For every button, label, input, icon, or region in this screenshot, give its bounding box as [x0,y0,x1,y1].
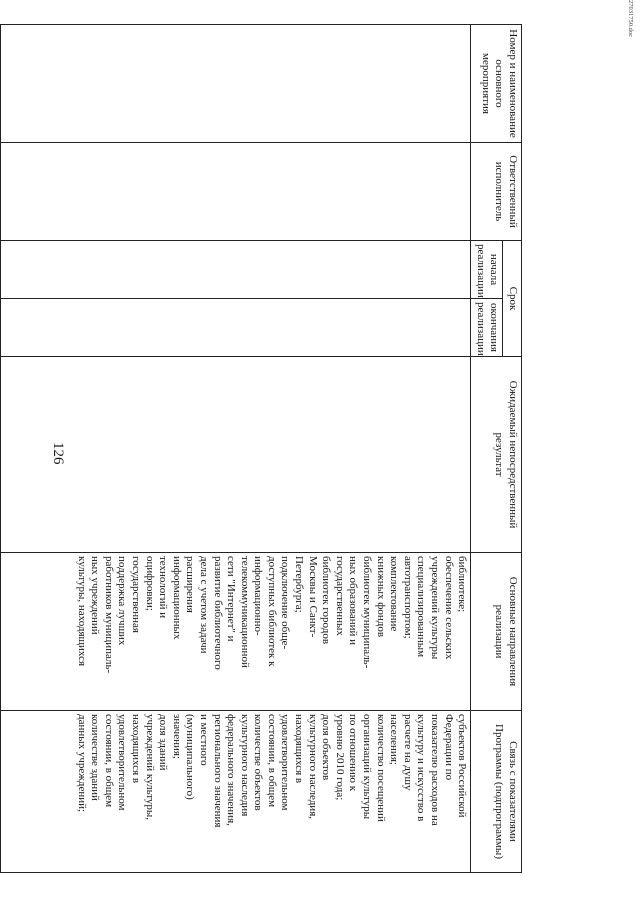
footer-filename: 27031750.doc [627,0,634,38]
cell-term-end [1,299,471,357]
cell-indicators: субъектов Российской Федерации по показателю расходов на культуру и искусство в расчете на душу населения; количество посещений организаций культуры по отношению к уровню 2010 года; доля объектов культурного наследия, находящихся в удовлетворительном состоянии, в общем количестве объектов культурного наследия федерального значения, регионального значения и местного (муниципального) значения; доля зданий учреждений культуры, находящихся в удовлетворительном состоянии, в общем количестве зданий данных учреждений; [1,711,471,873]
header-number-name: Номер и наименование основного мероприятия [471,25,522,143]
cell-executor [1,143,471,241]
table-row [1,25,471,873]
cell-number-name [1,25,471,143]
header-term: Срок [503,241,522,357]
cell-directions: библиотеке; обеспечение сельских учреждений культуры специализированным автотранспортом; комплектование книжных фондов библиотек муниципаль- ных образований и государственных библиотек городов Москвы и Санкт- Петербурга; подключение обще- доступных библиотек к информационно- телекоммуникационной сети "Интернет" и развитие библиотечного дела с учетом задачи расширения информационных технологий и оцифровки; государственная поддержка лучших работников муниципаль- ных учреждений культуры, находящихся [1,553,471,711]
header-term-start: начала реализации [471,241,503,299]
page-number: 126 [50,442,66,465]
header-indicators: Связь с показателями Программы (подпрограммы) [471,711,522,873]
cell-term-start [1,241,471,299]
program-table [0,24,522,873]
header-directions: Основные направления реализации [471,553,522,711]
header-term-end: окончания реализации [471,299,503,357]
header-executor: Ответственный исполнитель [471,143,522,241]
header-row-1 [503,25,522,873]
cell-result [1,357,471,553]
header-result: Ожидаемый непосредственный результат [471,357,522,553]
